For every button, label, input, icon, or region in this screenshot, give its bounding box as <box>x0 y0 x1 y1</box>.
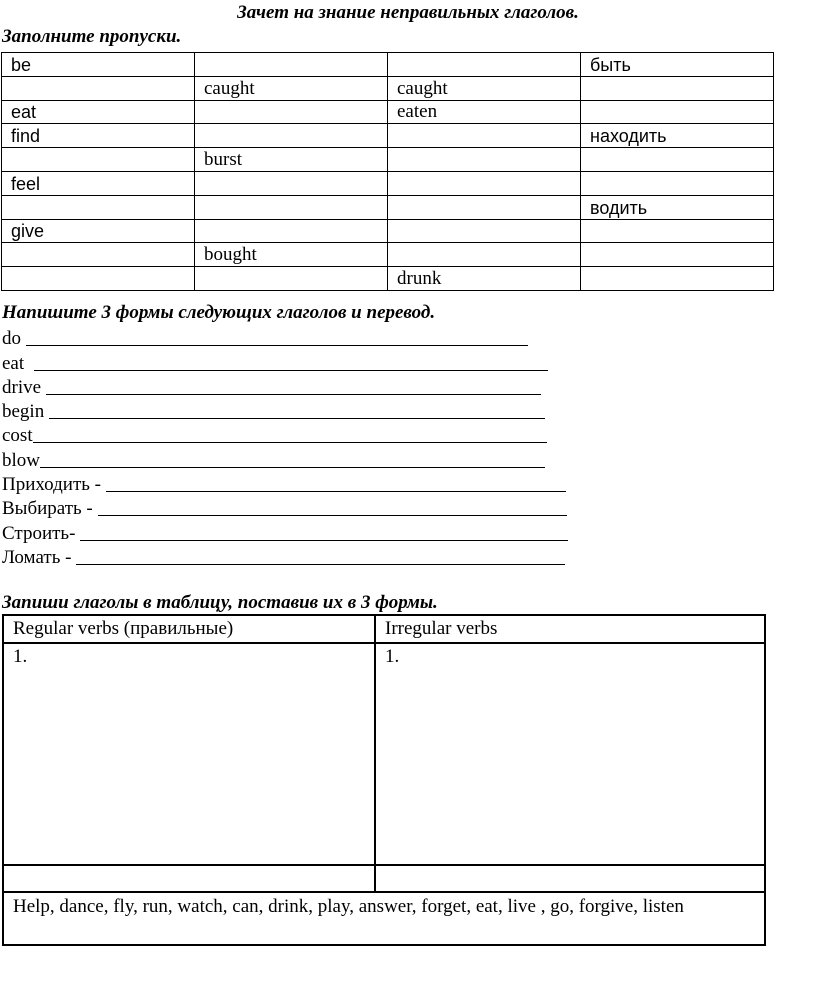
verb-line <box>2 375 568 399</box>
answer-blank[interactable] <box>98 514 567 516</box>
irregular-verbs-cell[interactable]: 1. <box>375 643 765 865</box>
answer-blank[interactable] <box>49 417 545 419</box>
table-cell: eat <box>2 100 195 124</box>
table-row <box>2 195 774 219</box>
table-cell[interactable] <box>388 148 581 172</box>
classify-table <box>2 614 766 946</box>
verb-word: cost <box>2 425 33 447</box>
table-cell[interactable] <box>581 243 774 267</box>
table-cell[interactable] <box>2 148 195 172</box>
section2-heading: Напишите 3 формы следующих глаголов и перевод. <box>2 302 436 323</box>
answer-blank[interactable] <box>80 539 568 541</box>
table-cell: caught <box>195 76 388 100</box>
regular-verbs-cell[interactable]: 1. <box>3 643 375 865</box>
verb-line <box>2 520 568 544</box>
table-cell[interactable] <box>195 267 388 291</box>
table-cell: eaten <box>388 100 581 124</box>
table-row <box>2 219 774 243</box>
verb-line <box>2 496 568 520</box>
table-cell[interactable] <box>2 267 195 291</box>
table-cell: быть <box>581 53 774 77</box>
table-cell: bought <box>195 243 388 267</box>
answer-blank[interactable] <box>76 563 565 565</box>
verb-word: drive <box>2 376 46 398</box>
table-cell[interactable] <box>388 171 581 195</box>
table-cell[interactable] <box>388 219 581 243</box>
table-cell[interactable] <box>581 76 774 100</box>
verb-forms-lines <box>2 326 568 569</box>
answer-blank[interactable] <box>26 344 528 346</box>
table-cell[interactable] <box>2 195 195 219</box>
verb-word: Строить- <box>2 522 81 544</box>
table-cell[interactable] <box>195 171 388 195</box>
verb-word: eat <box>2 352 34 374</box>
table-cell: burst <box>195 148 388 172</box>
verb-line <box>2 447 568 471</box>
table-row <box>2 243 774 267</box>
table-cell[interactable] <box>581 267 774 291</box>
table-row <box>2 124 774 148</box>
table-cell: водить <box>581 195 774 219</box>
regular-verbs-extra-cell[interactable] <box>3 865 375 892</box>
answer-blank[interactable] <box>34 369 548 371</box>
table-cell[interactable] <box>388 243 581 267</box>
table-row <box>2 76 774 100</box>
table-row <box>2 53 774 77</box>
verb-word: begin <box>2 401 49 423</box>
verb-word: blow <box>2 449 40 471</box>
page-title: Зачет на знание неправильных глаголов. <box>237 2 579 23</box>
regular-verbs-header: Regular verbs (правильные) <box>3 615 375 643</box>
table-cell[interactable] <box>388 53 581 77</box>
table-row <box>2 267 774 291</box>
table-cell[interactable] <box>581 148 774 172</box>
verb-line <box>2 545 568 569</box>
table-cell[interactable] <box>195 100 388 124</box>
fill-in-table <box>1 52 774 291</box>
table-cell: caught <box>388 76 581 100</box>
table-cell[interactable] <box>195 195 388 219</box>
irregular-verbs-header: Irregular verbs <box>375 615 765 643</box>
verb-word: Приходить - <box>2 474 106 496</box>
table-cell[interactable] <box>195 219 388 243</box>
table-cell[interactable] <box>195 124 388 148</box>
answer-blank[interactable] <box>40 466 545 468</box>
table-row <box>2 100 774 124</box>
table-cell[interactable] <box>195 53 388 77</box>
verbs-list: Help, dance, fly, run, watch, can, drink, play, answer, forget, eat, live , go, forgive, listen <box>3 892 765 945</box>
verb-word: Ломать - <box>2 546 77 568</box>
table-cell[interactable] <box>2 243 195 267</box>
verb-line <box>2 423 568 447</box>
section1-heading: Заполните пропуски. <box>2 26 182 47</box>
table-cell[interactable] <box>388 195 581 219</box>
table-cell: give <box>2 219 195 243</box>
verb-word: do <box>2 328 26 350</box>
section3-heading: Запиши глаголы в таблицу, поставив их в 3 формы. <box>2 592 438 613</box>
table-cell: be <box>2 53 195 77</box>
answer-blank[interactable] <box>33 441 547 443</box>
table-cell[interactable] <box>2 76 195 100</box>
table-row <box>2 171 774 195</box>
table-cell: find <box>2 124 195 148</box>
table-row <box>2 148 774 172</box>
table-cell: drunk <box>388 267 581 291</box>
table-cell: находить <box>581 124 774 148</box>
answer-blank[interactable] <box>46 393 541 395</box>
verb-line <box>2 326 568 350</box>
verb-line <box>2 472 568 496</box>
table-cell[interactable] <box>581 100 774 124</box>
table-cell[interactable] <box>388 124 581 148</box>
table-cell[interactable] <box>581 171 774 195</box>
table-cell[interactable] <box>581 219 774 243</box>
verb-line <box>2 350 568 374</box>
irregular-verbs-extra-cell[interactable] <box>375 865 765 892</box>
verb-line <box>2 399 568 423</box>
table-cell: feel <box>2 171 195 195</box>
verb-word: Выбирать - <box>2 498 98 520</box>
answer-blank[interactable] <box>106 490 566 492</box>
